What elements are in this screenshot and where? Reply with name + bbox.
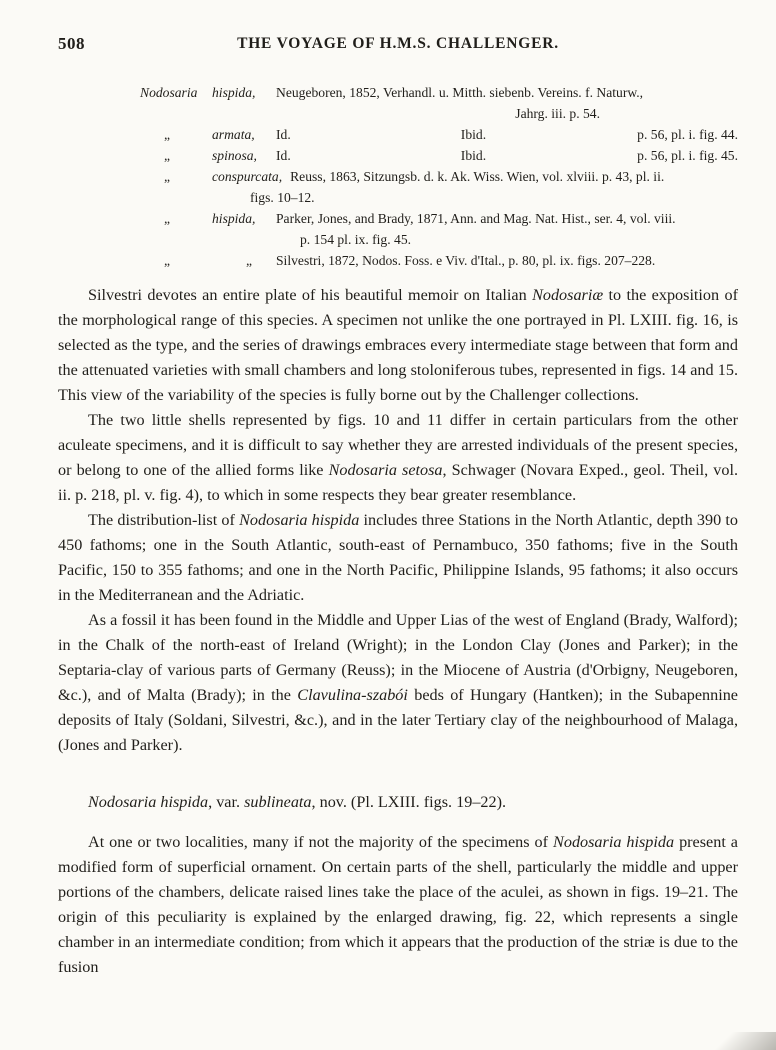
text-run: Silvestri devotes an entire plate of his beautiful memoir on Italian (88, 286, 533, 304)
citation-text (276, 124, 738, 145)
running-title: THE VOYAGE OF H.M.S. CHALLENGER. (237, 35, 559, 52)
taxon-name: Nodosaria hispida (239, 511, 360, 529)
ditto-mark: „ (164, 169, 171, 184)
text-run: beds of Hungary (Hantken); in the Subapennine deposits of Italy (Soldani, Silvestri, &c.), and in the later Tertiary clay of the neighbourhood of Malaga, (Jones and Parker). (58, 686, 738, 754)
ditto-mark: „ (246, 253, 253, 268)
citation-text: Parker, Jones, and Brady, 1871, Ann. and Mag. Nat. Hist., ser. 4, vol. viii. (276, 211, 676, 226)
text-run: present a modified form of superficial ornament. On certain parts of the shell, particularly the middle and upper portions of the chambers, delicate raised lines take the place of the aculei, as shown in figs. 19–21. The origin of this peculiarity is explained by the enlarged drawing, fig. 22, which represents a single chamber in an intermediate condition; from which it appears that the production of the striæ is due to the fusion (58, 833, 738, 976)
text-run: At one or two localities, many if not the majority of the specimens of (88, 833, 554, 851)
running-head (58, 34, 738, 60)
text-run: , Schwager (Novara Exped., geol. Theil, vol. ii. p. 218, pl. v. fig. 4), to which in some respects they bear greater resemblance. (58, 461, 738, 504)
scan-edge-shadow (656, 1032, 776, 1050)
citation-pages: p. 56, pl. i. fig. 45. (637, 148, 738, 163)
citation-text: Neugeboren, 1852, Verhandl. u. Mitth. siebenb. Vereins. f. Naturw., (276, 85, 644, 100)
citation-text: Silvestri, 1872, Nodos. Foss. e Viv. d'Ital., p. 80, pl. ix. figs. 207–228. (276, 253, 656, 268)
taxon-name: Nodosaria hispida (88, 793, 209, 811)
paragraph-silvestri-memoir (58, 283, 738, 408)
taxon-name: Nodosariæ (532, 286, 604, 304)
citation-text: Reuss, 1863, Sitzungsb. d. k. Ak. Wiss. Wien, vol. xlviii. p. 43, pl. ii. (290, 169, 665, 184)
citation-text (276, 145, 738, 166)
citation-author: Id. (276, 148, 291, 163)
citation-continuation: p. 154 pl. ix. fig. 45. (300, 232, 412, 247)
citation-pages: p. 56, pl. i. fig. 44. (637, 127, 738, 142)
ditto-mark: „ (164, 148, 171, 163)
synonymy-row (140, 82, 738, 103)
text-run: , var. (208, 793, 245, 811)
taxon-name: Nodosaria hispida (553, 833, 675, 851)
paragraph-two-little-shells (58, 408, 738, 508)
paragraph-variety-description (58, 830, 738, 980)
genus-name: Nodosaria (140, 85, 198, 100)
species-name: hispida, (212, 85, 256, 100)
text-run: includes three Stations in the North Atlantic, depth 390 to 450 fathoms; one in the South Atlantic, south-east of Pernambuco, 350 fathoms; five in the South Pacific, 150 to 355 fathoms; and one in the North Pacific, Philippine Islands, 95 fathoms; it also occurs in the Mediterranean and the Adriatic. (58, 511, 738, 604)
citation-ibid: Ibid. (460, 127, 487, 142)
heading-variety-sublineata (58, 790, 738, 815)
paragraph-distribution-list (58, 508, 738, 608)
ditto-mark: „ (164, 253, 171, 268)
taxon-name: sublineata (244, 793, 312, 811)
synonymy-list (140, 82, 738, 271)
text-run: The two little shells represented by figs. 10 and 11 differ in certain particulars from the other aculeate specimens, and it is difficult to say whether they are arrested individuals of the present species, or belong to one of the allied forms like (58, 411, 738, 479)
taxon-name: Nodosaria setosa (328, 461, 443, 479)
body-paragraphs (58, 283, 738, 980)
species-name: spinosa, (212, 148, 257, 163)
citation-continuation: figs. 10–12. (250, 190, 315, 205)
citation-ibid: Ibid. (460, 148, 487, 163)
synonymy-row (140, 145, 738, 166)
species-name: armata, (212, 127, 255, 142)
text-run: , nov. (Pl. LXIII. figs. 19–22). (311, 793, 507, 811)
citation-author: Id. (276, 127, 291, 142)
ditto-mark: „ (164, 211, 171, 226)
page-number: 508 (58, 34, 85, 53)
text-run: The distribution-list of (88, 511, 240, 529)
paragraph-fossil-occurrence (58, 608, 738, 758)
ditto-mark: „ (164, 127, 171, 142)
citation-continuation: Jahrg. iii. p. 54. (515, 106, 600, 121)
synonymy-row (140, 166, 738, 187)
taxon-name: Clavulina-szabói (297, 686, 408, 704)
synonymy-row (140, 124, 738, 145)
species-name: conspurcata, (212, 169, 283, 184)
text-run: to the exposition of the morphological range of this species. A specimen not unlike the one portrayed in Pl. LXIII. fig. 16, is selected as the type, and the series of drawings embraces every intermediate stage between that form and the attenuated varieties with small chambers and long stoloniferous tubes, represented in figs. 14 and 15. This view of the variability of the species is fully borne out by the Challenger collections. (58, 286, 738, 404)
species-name: hispida, (212, 211, 256, 226)
synonymy-row (140, 208, 738, 229)
text-run: As a fossil it has been found in the Middle and Upper Lias of the west of England (Brady, Walford); in the Chalk of the north-east of Ireland (Wright); in the London Clay (Jones and Parker); in the Septaria-clay of various parts of Germany (Reuss); in the Miocene of Austria (d'Orbigny, Neugeboren, &c.), and of Malta (Brady); in the (58, 611, 738, 704)
synonymy-row (140, 250, 738, 271)
